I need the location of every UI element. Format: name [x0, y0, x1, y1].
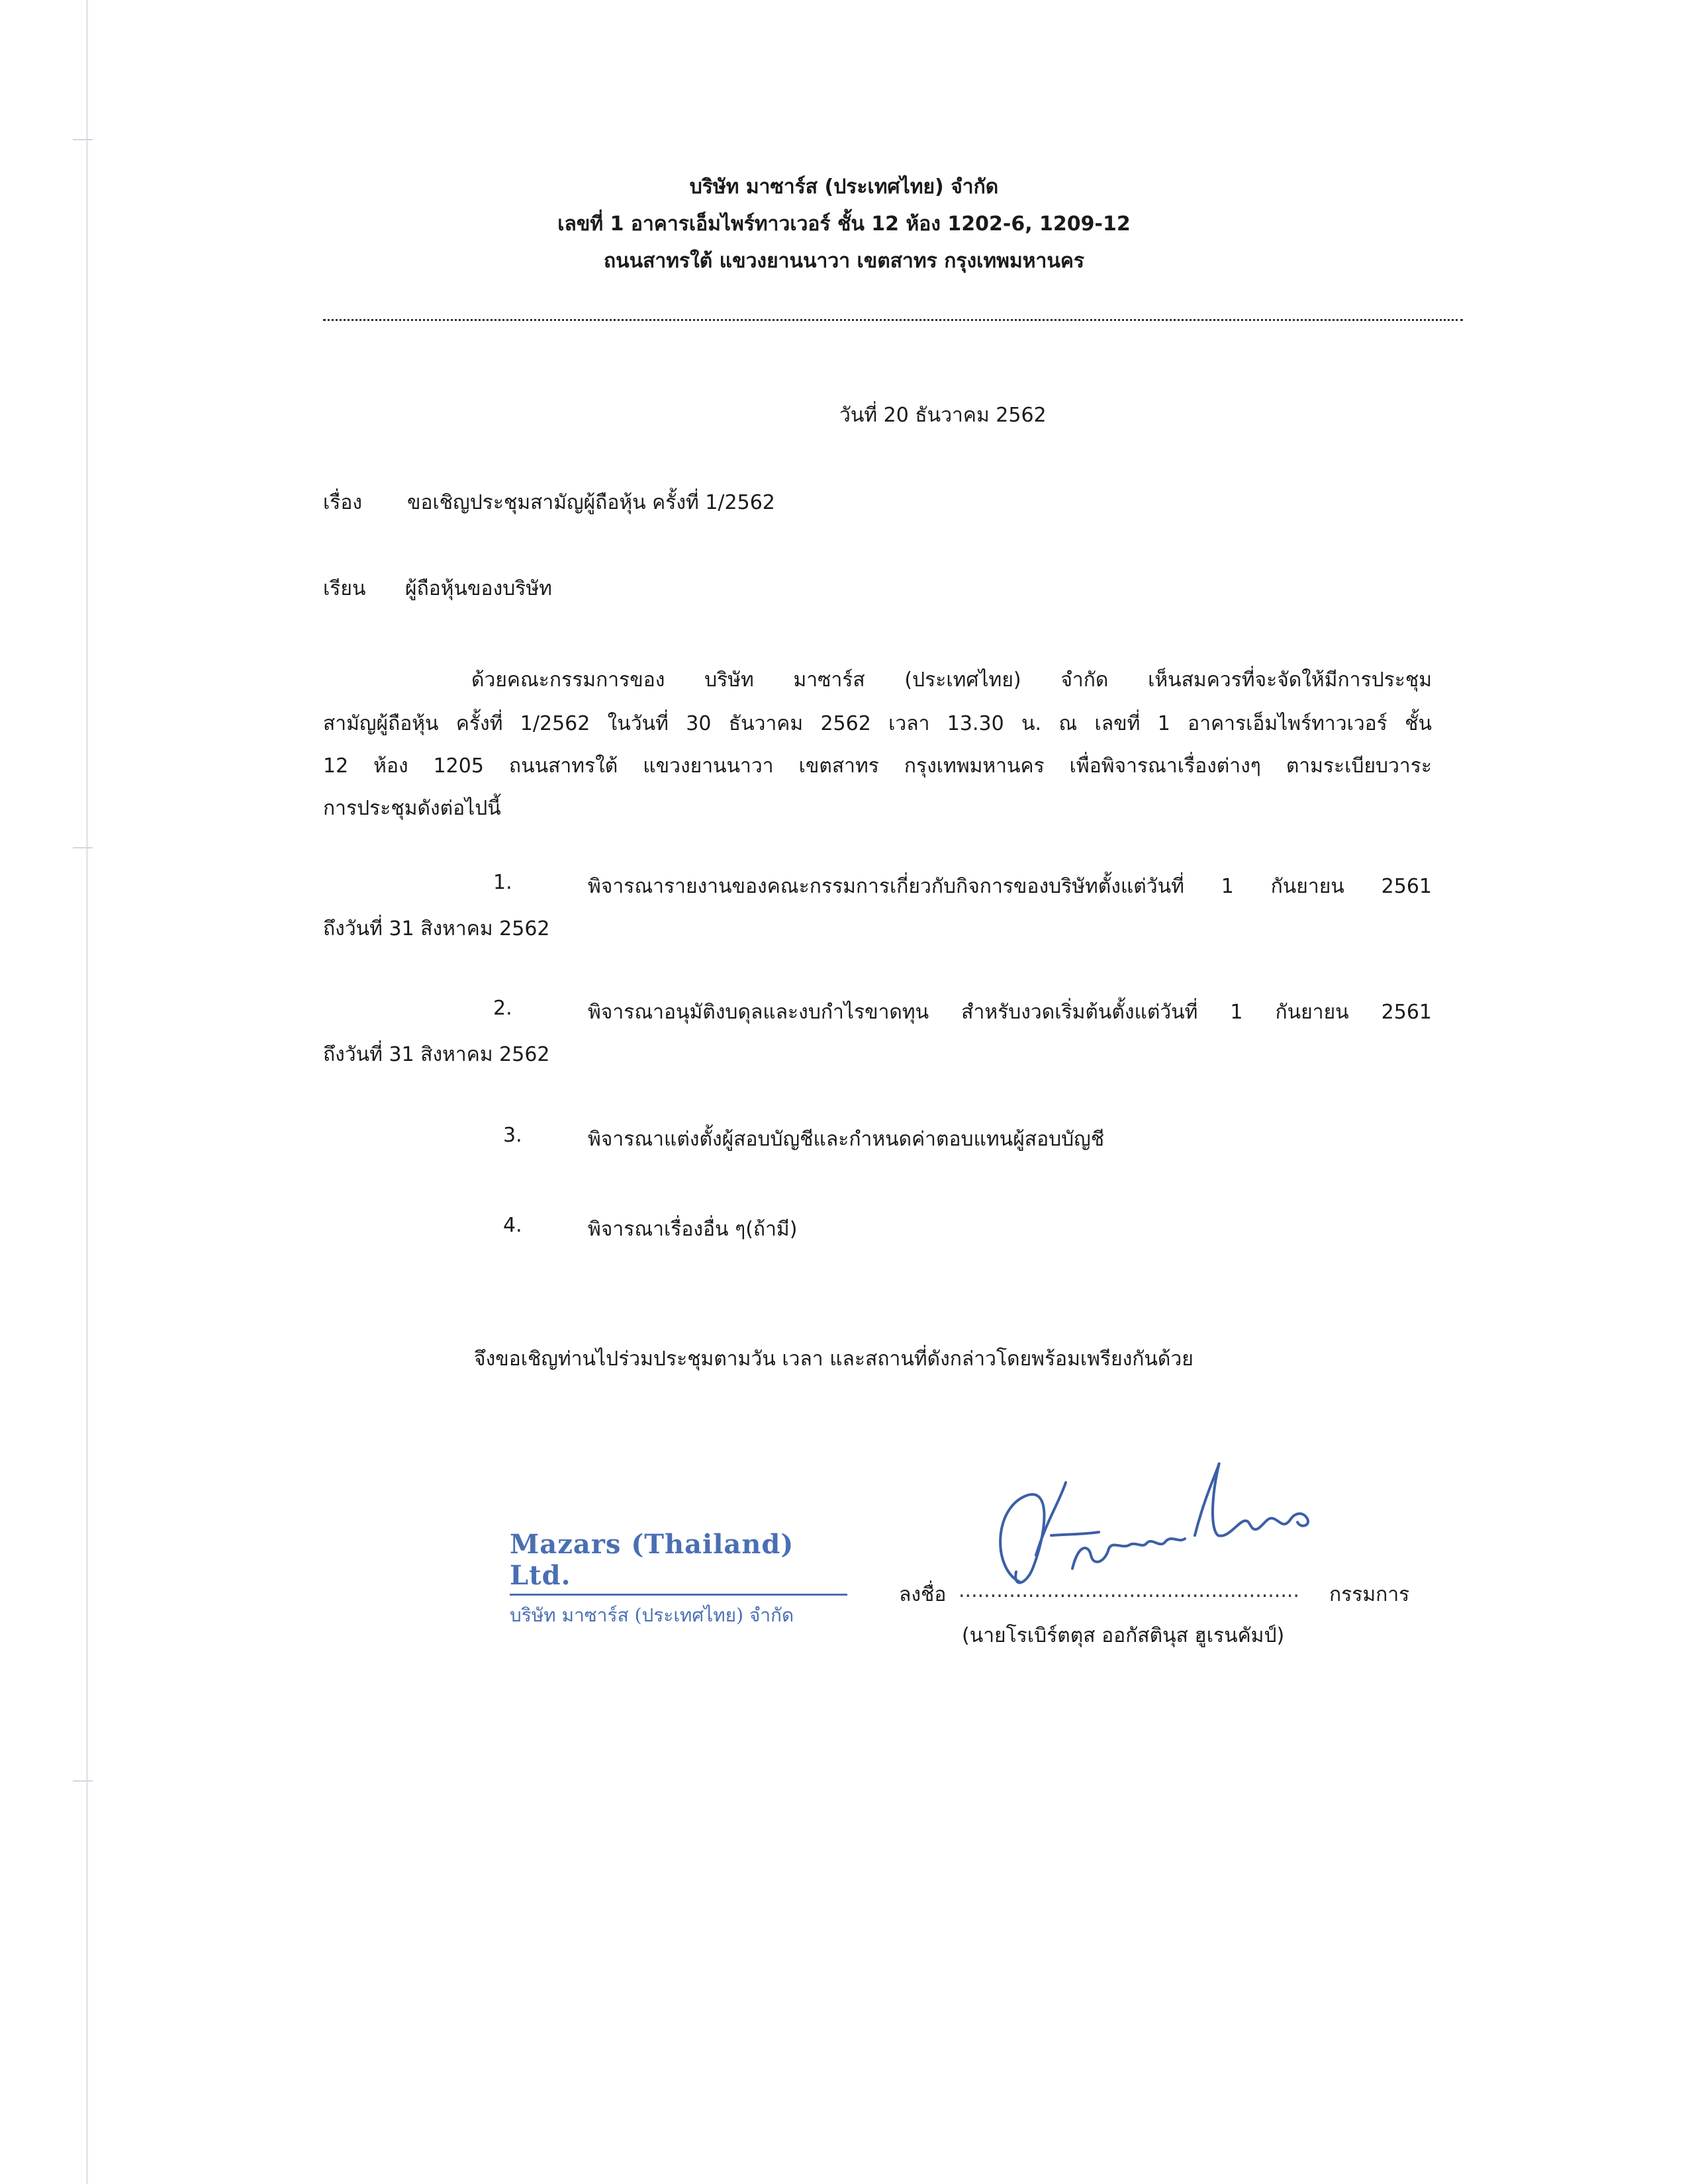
body-line-3 — [323, 751, 1432, 782]
scan-mark — [73, 1780, 93, 1782]
agenda-item-3-line-1: พิจารณาแต่งตั้งผู้สอบบัญชีและกำหนดค่าตอบแทนผู้สอบบัญชี — [588, 1128, 1105, 1151]
signature-dotted-line: ...................................................... — [959, 1579, 1299, 1602]
company-name: บริษัท มาซาร์ส (ประเทศไทย) จำกัด — [689, 175, 999, 199]
body-line-2 — [323, 708, 1432, 739]
agenda-number: 2. — [493, 997, 512, 1020]
address-line-2: ถนนสาทรใต้ แขวงยานนาวา เขตสาทร กรุงเทพมหานคร — [603, 250, 1085, 273]
agenda-text: พิจารณาอนุมัติงบดุลและงบกำไรขาดทุน สำหรับงวดเริ่มต้นตั้งแต่วันที่ 1 กันยายน 2561 — [588, 1001, 1432, 1024]
letterhead-divider — [323, 319, 1463, 321]
scan-mark — [73, 139, 93, 140]
body-line-4: การประชุมดังต่อไปนี้ — [323, 797, 501, 820]
agenda-number: 4. — [503, 1214, 522, 1237]
stamp-underline — [510, 1594, 847, 1596]
body-text: ด้วยคณะกรรมการของ บริษัท มาซาร์ส (ประเทศไทย) จำกัด เห็นสมควรที่จะจัดให้มีการประชุม — [471, 668, 1432, 692]
agenda-item-1-line-1 — [588, 871, 1432, 902]
sign-label: ลงชื่อ — [899, 1583, 947, 1606]
scan-mark — [73, 847, 93, 848]
closing-sentence: จึงขอเชิญท่านไปร่วมประชุมตามวัน เวลา และสถานที่ดังกล่าวโดยพร้อมเพรียงกันด้วย — [474, 1347, 1194, 1371]
body-line-1 — [471, 664, 1432, 696]
subject-label: เรื่อง — [323, 491, 363, 514]
body-text: 12 ห้อง 1205 ถนนสาทรใต้ แขวงยานนาวา เขตสาทร กรุงเทพมหานคร เพื่อพิจารณาเรื่องต่างๆ ตามระเบียบวาระ — [323, 754, 1432, 778]
agenda-item-4-line-1: พิจารณาเรื่องอื่น ๆ(ถ้ามี) — [588, 1218, 798, 1241]
agenda-number: 1. — [493, 871, 512, 894]
agenda-item-1-line-2: ถึงวันที่ 31 สิงหาคม 2562 — [323, 917, 550, 940]
signer-name: (นายโรเบิร์ตตุส ออกัสตินุส ฮูเรนคัมป์) — [962, 1624, 1285, 1647]
recipient-text: ผู้ถือหุ้นของบริษัท — [405, 577, 552, 600]
scan-edge — [86, 0, 88, 2184]
letter-date: วันที่ 20 ธันวาคม 2562 — [839, 404, 1047, 427]
agenda-text: พิจารณารายงานของคณะกรรมการเกี่ยวกับกิจการของบริษัทตั้งแต่วันที่ 1 กันยายน 2561 — [588, 875, 1432, 898]
signer-title: กรรมการ — [1329, 1583, 1410, 1606]
agenda-item-2-line-2: ถึงวันที่ 31 สิงหาคม 2562 — [323, 1043, 550, 1066]
body-text: สามัญผู้ถือหุ้น ครั้งที่ 1/2562 ในวันที่ 30 ธันวาคม 2562 เวลา 13.30 น. ณ เลขที่ 1 อาคารเอ็มไพร์ทาวเวอร์ ชั้น — [323, 712, 1432, 735]
agenda-number: 3. — [503, 1124, 522, 1147]
letterhead — [0, 169, 1688, 280]
stamp-english-name: Mazars (Thailand) Ltd. — [510, 1529, 794, 1591]
stamp-thai-name: บริษัท มาซาร์ส (ประเทศไทย) จำกัด — [510, 1604, 794, 1626]
address-line-1: เลขที่ 1 อาคารเอ็มไพร์ทาวเวอร์ ชั้น 12 ห้อง 1202-6, 1209-12 — [557, 212, 1131, 236]
recipient-label: เรียน — [323, 577, 366, 600]
subject-text: ขอเชิญประชุมสามัญผู้ถือหุ้น ครั้งที่ 1/2562 — [407, 491, 775, 514]
agenda-item-2-line-1 — [588, 997, 1432, 1028]
company-stamp — [510, 1529, 854, 1630]
